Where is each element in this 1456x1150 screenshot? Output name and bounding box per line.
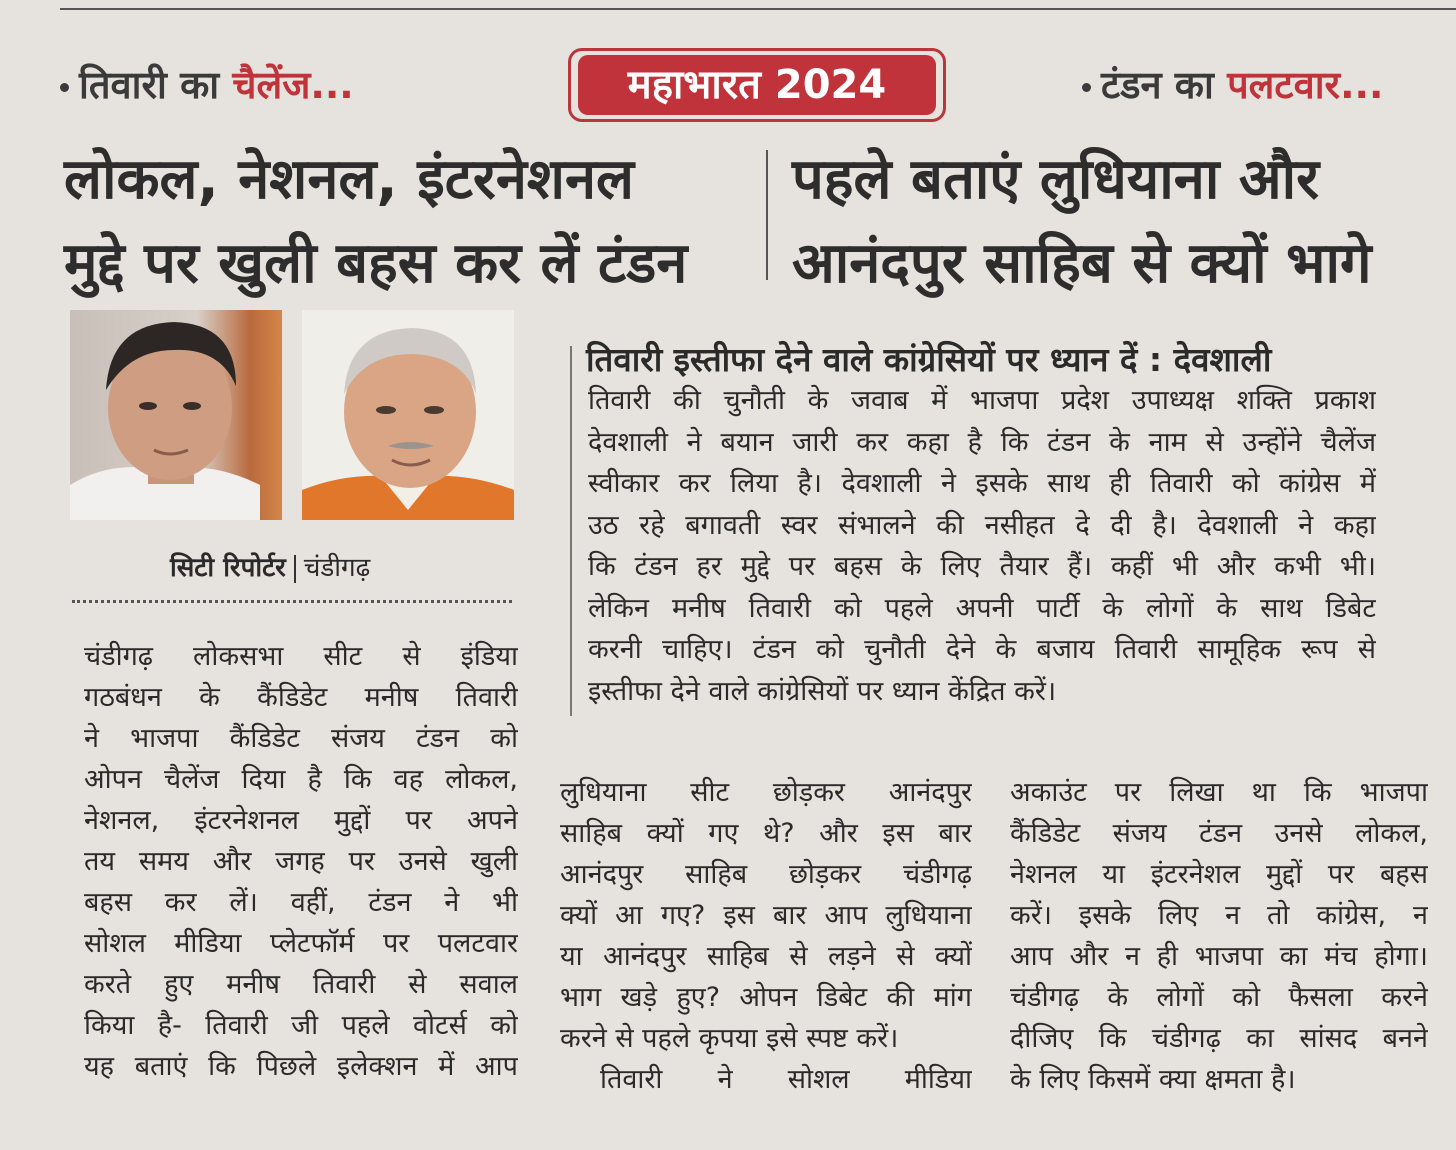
headline-left-line: मुद्दे पर खुली बहस कर लें टंडन xyxy=(64,231,688,296)
kicker-tandon-prefix: टंडन का xyxy=(1101,63,1228,107)
body-line: कि टंडन हर मुद्दे पर बहस के लिए तैयार हैं। कहीं भी और कभी भी। xyxy=(588,551,1376,582)
photo-manish-tewari xyxy=(70,310,282,520)
bullet-icon xyxy=(60,83,69,92)
body-line: तिवारी की चुनौती के जवाब में भाजपा प्रदेश उपाध्यक्ष शक्ति प्रकाश xyxy=(588,385,1376,416)
body-line: करनी चाहिए। टंडन को चुनौती देने के बजाय तिवारी सामूहिक रूप से xyxy=(588,634,1376,665)
body-line: सोशल मीडिया प्लेटफॉर्म पर पलटवार xyxy=(84,928,518,959)
body-line: तिवारी ने सोशल मीडिया xyxy=(600,1064,972,1095)
body-line: चंडीगढ़ के लोगों को फैसला करने xyxy=(1010,982,1428,1013)
body-line: चंडीगढ़ लोकसभा सीट से इंडिया xyxy=(84,641,518,672)
body-line: किया है- तिवारी जी पहले वोटर्स को xyxy=(84,1010,518,1041)
top-rule xyxy=(60,8,1456,10)
headline-left xyxy=(64,138,687,306)
byline-place: चंडीगढ़ xyxy=(303,553,371,583)
body-line: आनंदपुर साहिब छोड़कर चंडीगढ़ xyxy=(560,859,972,890)
body-line: गठबंधन के कैंडिडेट मनीष तिवारी xyxy=(84,682,518,713)
body-line: के लिए किसमें क्या क्षमता है। xyxy=(1010,1064,1296,1095)
body-line: स्वीकार कर लिया है। देवशाली ने इसके साथ ही तिवारी को कांग्रेस में xyxy=(588,468,1376,499)
box-border xyxy=(570,346,572,716)
box-headline: तिवारी इस्तीफा देने वाले कांग्रेसियों पर ध्यान दें : देवशाली xyxy=(586,340,1272,379)
body-line: अकाउंट पर लिखा था कि भाजपा xyxy=(1010,777,1428,808)
body-line: साहिब क्यों गए थे? और इस बार xyxy=(560,818,972,849)
middle-column xyxy=(560,772,972,1100)
headline-right xyxy=(792,138,1372,306)
body-line: लुधियाना सीट छोड़कर आनंदपुर xyxy=(560,777,972,808)
body-line: कैंडिडेट संजय टंडन उनसे लोकल, xyxy=(1010,818,1428,849)
kicker-tiwari-prefix: तिवारी का xyxy=(79,63,233,107)
body-line: नेशनल, इंटरनेशनल मुद्दों पर अपने xyxy=(84,805,518,836)
headline-divider xyxy=(766,150,768,280)
box-body xyxy=(588,380,1376,712)
body-line: क्यों आ गए? इस बार आप लुधियाना xyxy=(560,900,972,931)
bullet-icon xyxy=(1082,83,1091,92)
byline-reporter: सिटी रिपोर्टर xyxy=(170,553,286,583)
photo-sanjay-tandon xyxy=(302,310,514,520)
body-line: करें। इसके लिए न तो कांग्रेस, न xyxy=(1010,900,1428,931)
body-line: लेकिन मनीष तिवारी को पहले अपनी पार्टी के लोगों के साथ डिबेट xyxy=(588,592,1376,624)
body-line: ने भाजपा कैंडिडेट संजय टंडन को xyxy=(84,723,518,754)
body-line: नेशनल या इंटरनेशल मुद्दों पर बहस xyxy=(1010,859,1428,890)
body-line: ओपन चैलेंज दिया है कि वह लोकल, xyxy=(84,764,518,795)
body-line: बहस कर लें। वहीं, टंडन ने भी xyxy=(84,887,518,918)
kicker-tandon xyxy=(1082,58,1383,110)
body-line: दीजिए कि चंडीगढ़ का सांसद बनने xyxy=(1010,1023,1428,1054)
dotted-divider xyxy=(72,600,512,603)
body-line: तय समय और जगह पर उनसे खुली xyxy=(84,846,518,877)
body-line: या आनंदपुर साहिब से लड़ने से क्यों xyxy=(560,941,972,972)
body-line: देवशाली ने बयान जारी कर कहा है कि टंडन के नाम से उन्होंने चैलेंज xyxy=(588,426,1376,458)
body-line: भाग खड़े हुए? ओपन डिबेट की मांग xyxy=(560,982,972,1013)
byline-separator xyxy=(294,555,296,583)
byline xyxy=(170,548,370,584)
kicker-tandon-highlight: पलटवार... xyxy=(1227,63,1384,107)
headline-left-line: लोकल, नेशनल, इंटरनेशनल xyxy=(64,147,635,212)
headline-right-line: पहले बताएं लुधियाना और xyxy=(792,147,1320,212)
left-column xyxy=(84,636,518,1087)
section-badge: महाभारत 2024 xyxy=(578,55,936,115)
right-column xyxy=(1010,772,1428,1100)
body-line: करते हुए मनीष तिवारी से सवाल xyxy=(84,969,518,1000)
kicker-tiwari xyxy=(60,58,354,110)
body-line: आप और न ही भाजपा का मंच होगा। xyxy=(1010,941,1428,972)
body-line: यह बताएं कि पिछले इलेक्शन में आप xyxy=(84,1051,518,1082)
body-line: करने से पहले कृपया इसे स्पष्ट करें। xyxy=(560,1023,899,1054)
body-line: इस्तीफा देने वाले कांग्रेसियों पर ध्यान केंद्रित करें। xyxy=(588,675,1057,707)
kicker-tiwari-highlight: चैलेंज... xyxy=(232,63,354,107)
body-line: उठ रहे बगावती स्वर संभालने की नसीहत दे दी है। देवशाली ने कहा xyxy=(588,509,1376,541)
headline-right-line: आनंदपुर साहिब से क्यों भागे xyxy=(792,231,1372,296)
